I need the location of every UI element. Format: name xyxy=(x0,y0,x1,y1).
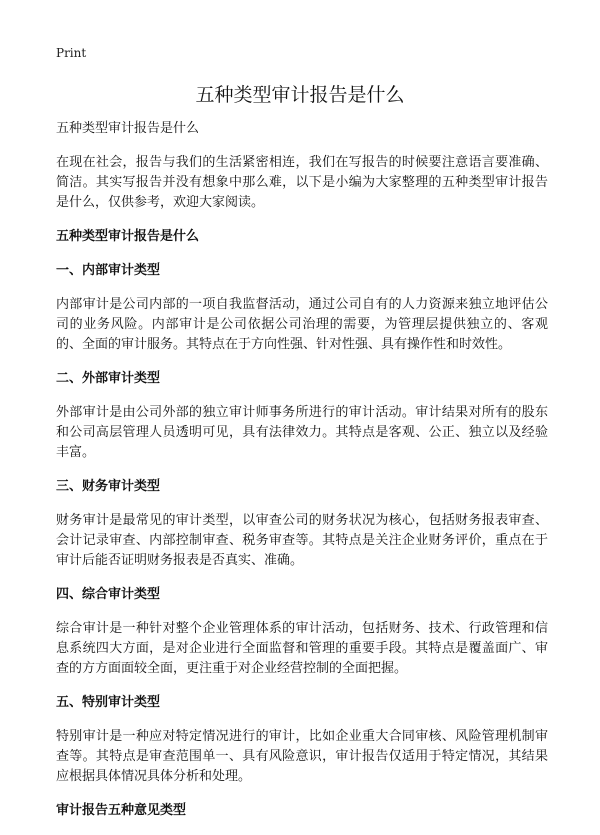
article-body xyxy=(56,119,548,835)
footer-heading: 审计报告五种意见类型 xyxy=(56,803,187,818)
page-title: 五种类型审计报告是什么 xyxy=(195,84,405,106)
section-body-internal: 内部审计是公司内部的一项自我监督活动，通过公司自有的人力资源来独立地评估公司的业务风险。内部审计是公司依据公司治理的需要，为管理层提供独立的、客观的、全面的审计服务。其特点在于方向性强、针对性强、具有操作性和时效性。 xyxy=(56,297,548,352)
section-heading-special: 五、特别审计类型 xyxy=(56,695,161,710)
main-heading: 五种类型审计报告是什么 xyxy=(56,229,200,244)
section-body-comprehensive: 综合审计是一种针对整个企业管理体系的审计活动，包括财务、技术、行政管理和信息系统四大方面，是对企业进行全面监督和管理的重要手段。其特点是覆盖面广、审查的方方面面较全面，更注重于对企业经营控制的全面把握。 xyxy=(56,621,548,676)
section-heading-external: 二、外部审计类型 xyxy=(56,371,161,386)
section-heading-internal: 一、内部审计类型 xyxy=(56,263,161,278)
section-body-special: 特别审计是一种应对特定情况进行的审计，比如企业重大合同审核、风险管理机制审查等。其特点是审查范围单一、具有风险意识，审计报告仅适用于特定情况，其结果应根据具体情况具体分析和处理。 xyxy=(56,729,548,784)
intro-paragraph: 在现在社会，报告与我们的生活紧密相连，我们在写报告的时候要注意语言要准确、简洁。其实写报告并没有想象中那么难，以下是小编为大家整理的五种类型审计报告是什么，仅供参考，欢迎大家阅读。 xyxy=(56,155,548,210)
section-body-external: 外部审计是由公司外部的独立审计师事务所进行的审计活动。审计结果对所有的股东和公司高层管理人员透明可见，具有法律效力。其特点是客观、公正、独立以及经验丰富。 xyxy=(56,405,548,460)
section-body-financial: 财务审计是最常见的审计类型，以审查公司的财务状况为核心，包括财务报表审查、会计记录审查、内部控制审查、税务审查等。其特点是关注企业财务评价，重点在于审计后能否证明财务报表是否真实、准确。 xyxy=(56,513,548,568)
section-heading-financial: 三、财务审计类型 xyxy=(56,479,161,494)
section-heading-comprehensive: 四、综合审计类型 xyxy=(56,587,161,602)
article-subtitle: 五种类型审计报告是什么 xyxy=(56,121,200,136)
print-link[interactable]: Print xyxy=(56,46,87,60)
